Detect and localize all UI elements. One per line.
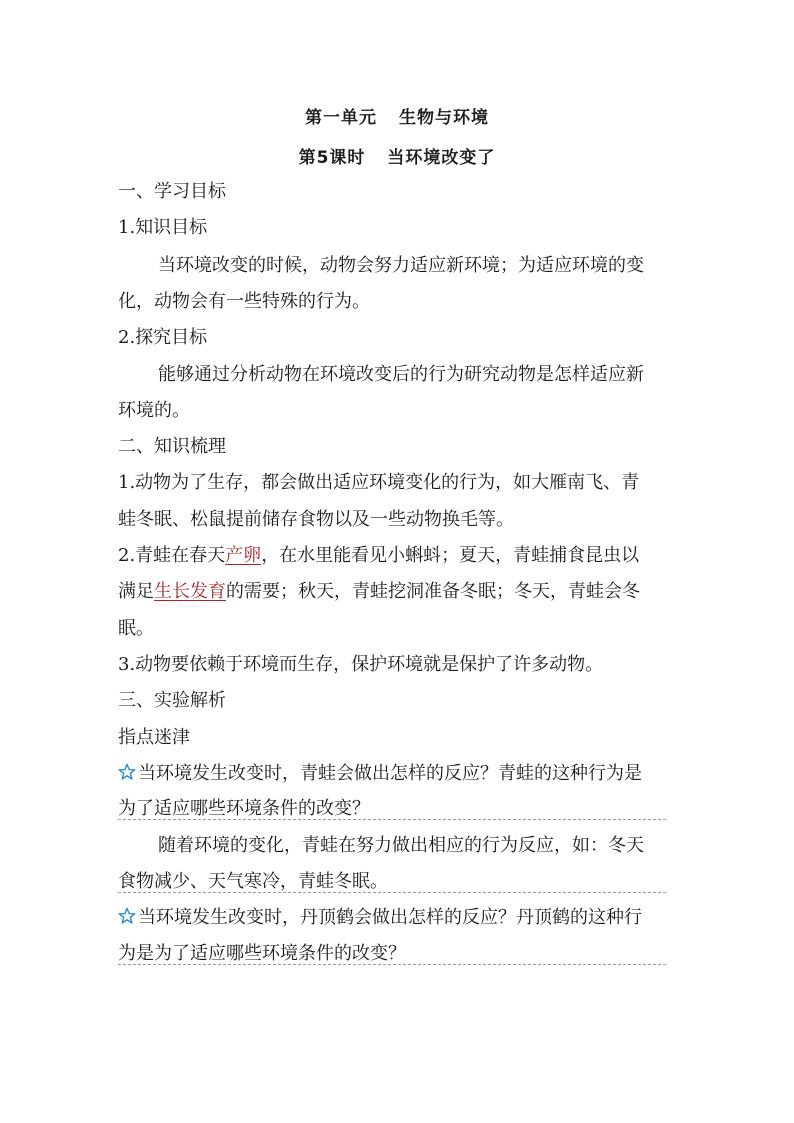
tips-heading: 指点迷津: [118, 727, 190, 748]
inquiry-goal-text-1: 能够通过分析动物在环境改变后的行为研究动物是怎样适应新: [158, 364, 644, 385]
answer-blank: 生长发育: [154, 581, 226, 602]
star-icon: [118, 907, 136, 925]
answer-blank: 产卵: [225, 545, 262, 566]
knowledge-point-2-line-1: [118, 544, 639, 568]
section-heading-experiment: 三、实验解析: [118, 690, 226, 711]
text-segment: 满足: [118, 581, 154, 602]
knowledge-point-3: 3.动物要依赖于环境而生存，保护环境就是保护了许多动物。: [118, 654, 604, 675]
inquiry-goal-text-2: 环境的。: [118, 400, 190, 421]
lesson-label: 第5课时: [298, 148, 366, 168]
knowledge-point-2-line-3: 眠。: [118, 618, 154, 639]
knowledge-point-1-line-2: 蛙冬眠、松鼠提前储存食物以及一些动物换毛等。: [118, 509, 514, 530]
answer-1-line-2: 食物减少、天气寒冷，青蛙冬眠。: [118, 871, 388, 892]
dashed-divider: [118, 964, 666, 965]
dashed-divider: [118, 892, 666, 893]
question-2-line-2: 为是为了适应哪些环境条件的改变？: [118, 943, 406, 964]
knowledge-goal-heading: 1.知识目标: [118, 217, 208, 238]
question-text: 当环境发生改变时，丹顶鹤会做出怎样的反应？丹顶鹤的这种行: [138, 907, 642, 928]
knowledge-goal-text-1: 当环境改变的时候，动物会努力适应新环境；为适应环境的变: [158, 255, 644, 276]
lesson-subject: 当环境改变了: [387, 148, 496, 168]
text-segment: 2.青蛙在春天: [118, 545, 226, 566]
question-text: 当环境发生改变时，青蛙会做出怎样的反应？青蛙的这种行为是: [138, 763, 642, 784]
answer-1-line-1: 随着环境的变化，青蛙在努力做出相应的行为反应，如：冬天: [158, 835, 644, 856]
knowledge-point-1-line-1: 1.动物为了生存，都会做出适应环境变化的行为，如大雁南飞、青: [118, 472, 640, 493]
unit-subject: 生物与环境: [399, 108, 489, 128]
text-segment: 的需要；秋天，青蛙挖洞准备冬眠；冬天，青蛙会冬: [226, 581, 640, 602]
question-1-line-2: 为了适应哪些环境条件的改变？: [118, 798, 370, 819]
section-heading-knowledge: 二、知识梳理: [118, 436, 226, 457]
lesson-title: [0, 143, 794, 168]
question-2-line-1: [118, 906, 642, 930]
dashed-divider: [118, 819, 666, 820]
inquiry-goal-heading: 2.探究目标: [118, 327, 208, 348]
unit-title: [0, 103, 794, 128]
text-segment: ，在水里能看见小蝌蚪；夏天，青蛙捕食昆虫以: [261, 545, 640, 566]
question-1-line-1: [118, 762, 642, 786]
knowledge-goal-text-2: 化，动物会有一些特殊的行为。: [118, 291, 370, 312]
knowledge-point-2-line-2: [118, 580, 640, 604]
star-icon: [118, 763, 136, 781]
section-heading-goals: 一、学习目标: [118, 181, 226, 202]
unit-label: 第一单元: [305, 108, 377, 128]
